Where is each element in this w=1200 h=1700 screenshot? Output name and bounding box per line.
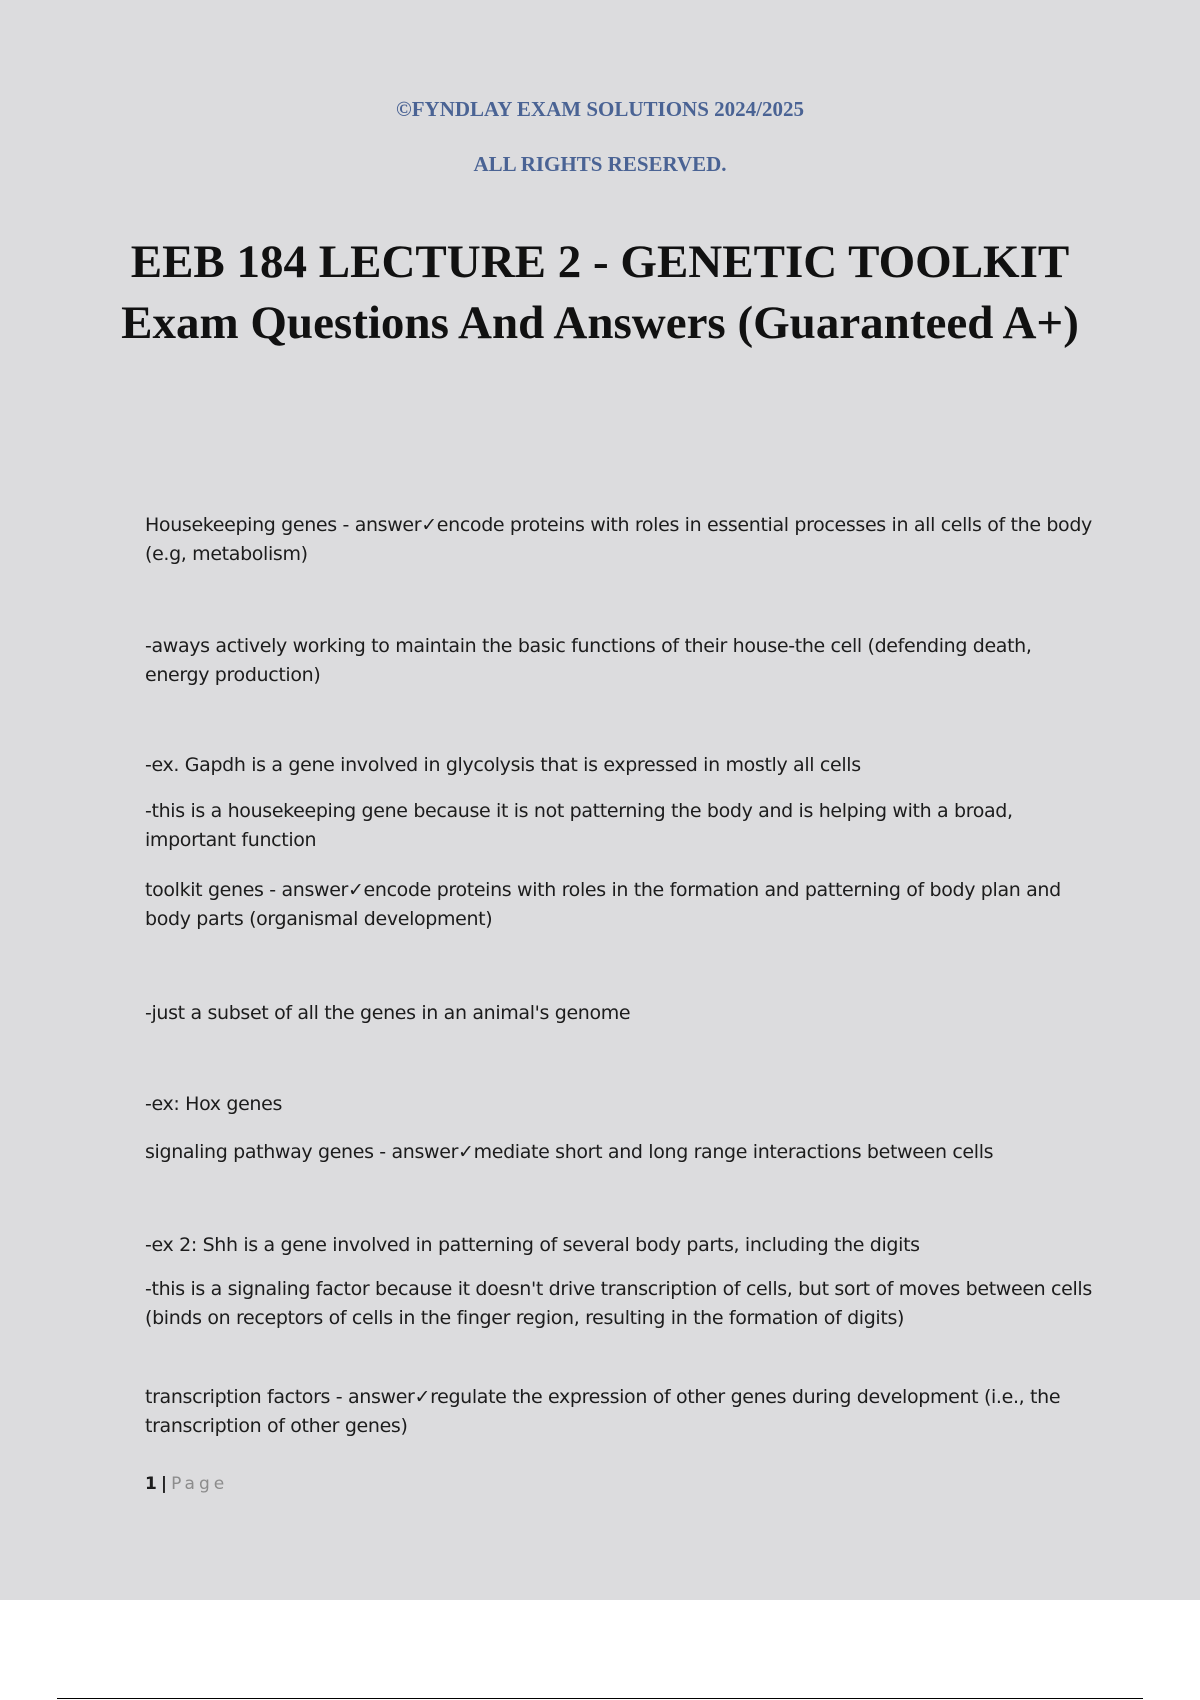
rights-notice: ALL RIGHTS RESERVED.	[473, 152, 727, 176]
paragraph-shh-explanation: -this is a signaling factor because it doesn't drive transcription of cells, but sort of moves between cells (binds on receptors of cells in the finger region, resulting in the formation of digits)	[145, 1278, 1092, 1329]
copyright-notice: ©FYNDLAY EXAM SOLUTIONS 2024/2025	[396, 97, 804, 121]
paragraph-housekeeping-note: -aways actively working to maintain the basic functions of their house-the cell (defending death, energy production)	[145, 635, 1032, 686]
bottom-divider	[57, 1698, 1143, 1699]
paragraph-toolkit-genes: toolkit genes - answer✓encode proteins with roles in the formation and patterning of body plan and body parts (organismal development)	[145, 879, 1061, 930]
paragraph-toolkit-subset: -just a subset of all the genes in an animal's genome	[145, 1002, 631, 1024]
paragraph-signaling-genes: signaling pathway genes - answer✓mediate short and long range interactions between cells	[145, 1141, 994, 1163]
paragraph-transcription-factors: transcription factors - answer✓regulate the expression of other genes during development (i.e., the transcription of other genes)	[145, 1386, 1061, 1437]
paragraph-shh-example: -ex 2: Shh is a gene involved in patterning of several body parts, including the digits	[145, 1234, 920, 1256]
page-label: Page	[171, 1474, 229, 1494]
page-separator: |	[160, 1474, 168, 1494]
paragraph-gapdh-example: -ex. Gapdh is a gene involved in glycolysis that is expressed in mostly all cells	[145, 754, 861, 776]
paragraph-housekeeping-genes: Housekeeping genes - answer✓encode proteins with roles in essential processes in all cells of the body (e.g, metabolism)	[145, 514, 1092, 565]
page-footer	[145, 1474, 228, 1494]
document-title: EEB 184 LECTURE 2 - GENETIC TOOLKIT Exam Questions And Answers (Guaranteed A+)	[121, 236, 1079, 349]
paragraph-gapdh-explanation: -this is a housekeeping gene because it is not patterning the body and is helping with a broad, important function	[145, 800, 1013, 851]
page-number: 1	[145, 1474, 157, 1494]
paragraph-hox-example: -ex: Hox genes	[145, 1093, 282, 1115]
